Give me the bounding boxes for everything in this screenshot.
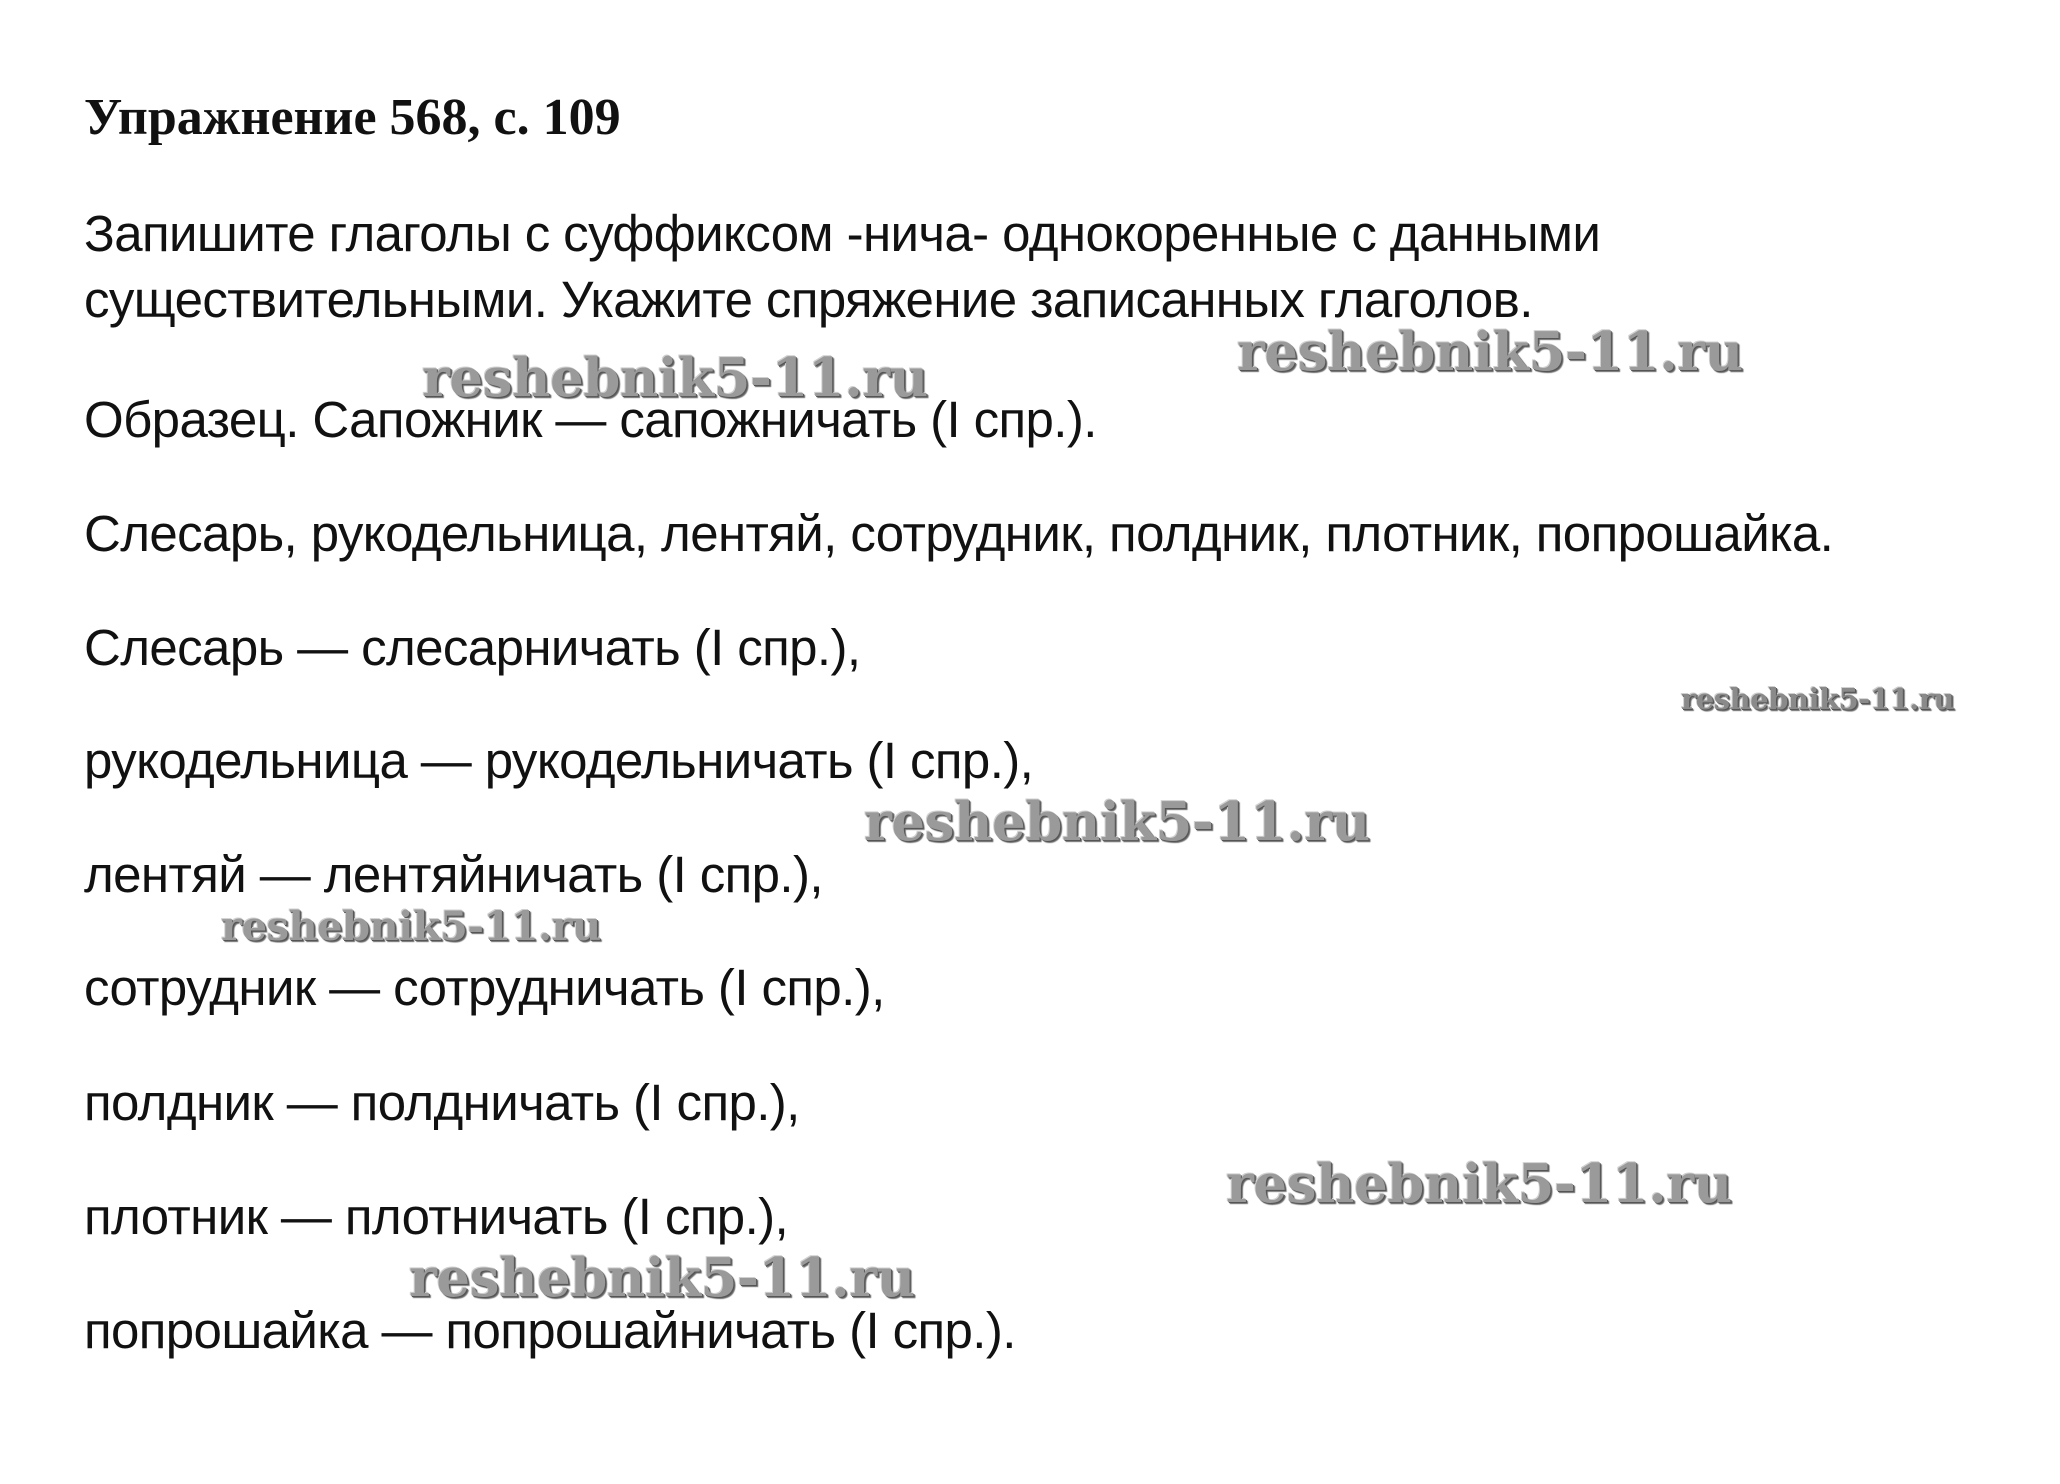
sample-line: Образец. Сапожник — сапожничать (I спр.). — [84, 391, 1097, 448]
watermark: reshebnik5-11.ru — [422, 347, 928, 409]
watermark: reshebnik5-11.ru — [221, 903, 601, 950]
watermark: reshebnik5-11.ru — [1237, 321, 1743, 383]
task-line-1: Запишите глаголы с суффиксом -нича- однокоренные с данными — [84, 205, 1601, 262]
answer-line-1: Слесарь — слесарничать (I спр.), — [84, 619, 861, 676]
answer-line-5: полдник — полдничать (I спр.), — [84, 1074, 800, 1131]
answer-line-7: попрошайка — попрошайничать (I спр.). — [84, 1302, 1016, 1359]
watermark: reshebnik5-11.ru — [864, 791, 1370, 853]
answer-line-6: плотник — плотничать (I спр.), — [84, 1188, 789, 1245]
watermark: reshebnik5-11.ru — [1226, 1153, 1732, 1215]
word-list: Слесарь, рукодельница, лентяй, сотрудник, полдник, плотник, попрошайка. — [84, 505, 1834, 562]
answer-line-2: рукодельница — рукодельничать (I спр.), — [84, 732, 1034, 789]
watermark: reshebnik5-11.ru — [1681, 682, 1955, 716]
exercise-heading: Упражнение 568, с. 109 — [84, 89, 621, 146]
task-line-2: существительными. Укажите спряжение записанных глаголов. — [84, 271, 1533, 328]
answer-line-3: лентяй — лентяйничать (I спр.), — [84, 846, 823, 903]
answer-line-4: сотрудник — сотрудничать (I спр.), — [84, 959, 885, 1016]
watermark: reshebnik5-11.ru — [409, 1247, 915, 1309]
